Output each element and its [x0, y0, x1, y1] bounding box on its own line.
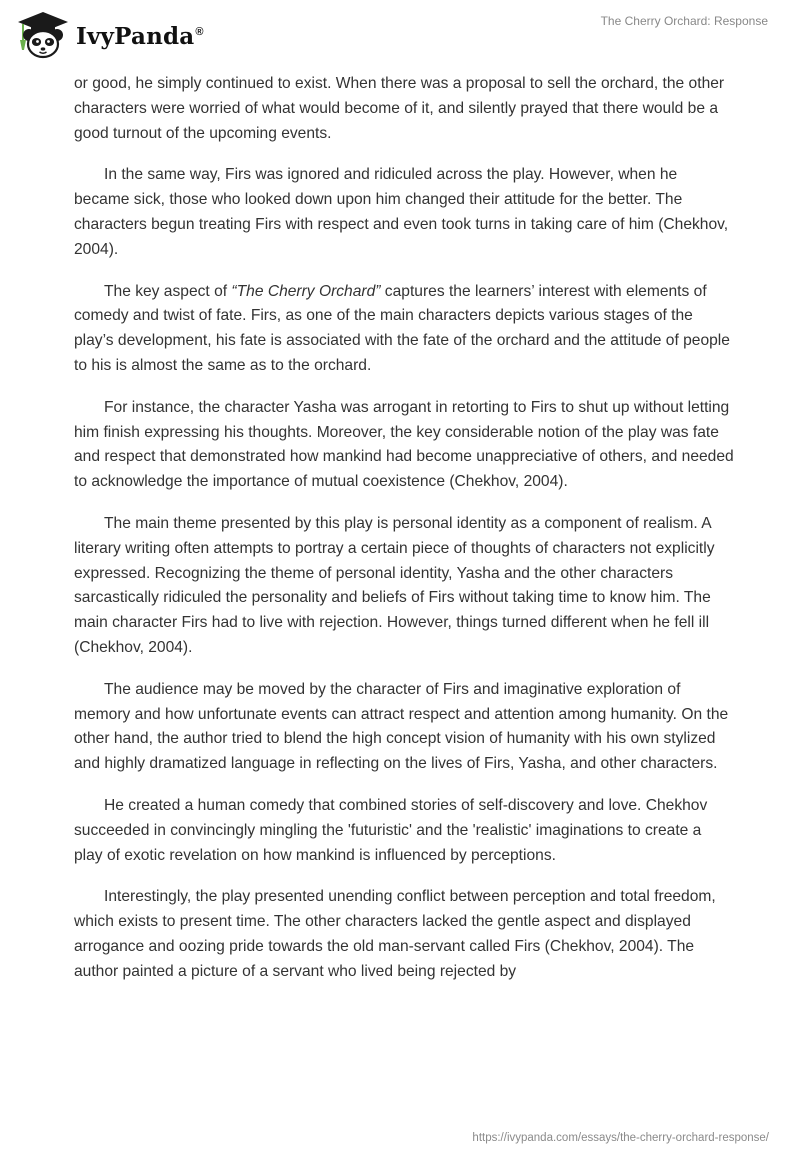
paragraph: The audience may be moved by the character of Firs and imaginative exploration of memory and how unfortunate events can attract respect and attention among humanity. On the other hand, the author tried to blend the high concept vision of humanity with his own stylized and highly dramatized language in reflecting on the lives of Firs, Yasha, and other characters. — [74, 680, 729, 773]
paragraph: Interestingly, the play presented unending conflict between perception and total freedom, which exists to present time. The other characters lacked the gentle aspect and displayed arrogance and oozing pride towards the old man-servant called Firs (Chekhov, 2004). The author painted a picture of a servant who lived being rejected by — [74, 888, 716, 980]
paragraph: He created a human comedy that combined stories of self-discovery and love. Chekhov succeeded in convincingly mingling the 'futuristic' and the 'realistic' imaginations to create a play of exotic revelation on how mankind is influenced by perceptions. — [74, 796, 708, 864]
source-url[interactable]: https://ivypanda.com/essays/the-cherry-orchard-response/ — [472, 1132, 769, 1144]
paragraph: The key aspect of “The Cherry Orchard” captures the learners’ interest with elements of comedy and twist of fate. Firs, as one of the main characters depicts various stages of the play’s development, his fate is associated with the fate of the orchard and the attitude of people to his is almost the same as to the orchard. — [74, 282, 730, 374]
paragraph: or good, he simply continued to exist. When there was a proposal to sell the orchard, the other characters were worried of what would become of it, and silently prayed that there would be a good turnout of the upcoming events. — [74, 75, 725, 142]
document-title: The Cherry Orchard: Response — [600, 14, 768, 28]
play-title: “The Cherry Orchard” — [231, 282, 381, 300]
paragraph: For instance, the character Yasha was arrogant in retorting to Firs to shut up without letting him finish expressing his thoughts. Moreover, the key considerable notion of the play was fate and respect that demonstrated how mankind had become unappreciative of others, and needed to acknowledge the importance of mutual coexistence (Chekhov, 2004). — [74, 398, 734, 491]
paragraph: The main theme presented by this play is personal identity as a component of realism. A literary writing often attempts to portray a certain piece of thoughts of characters not explicitly expressed. Recognizing the theme of personal identity, Yasha and the other characters sarcastically ridiculed the personality and beliefs of Firs without taking time to know him. The main character Firs had to live with rejection. However, things turned different when he fell ill (Chekhov, 2004). — [74, 514, 715, 656]
panda-graduate-icon — [14, 8, 72, 62]
ivypanda-logo[interactable] — [14, 8, 204, 62]
essay-body — [74, 72, 734, 1002]
paragraph: In the same way, Firs was ignored and ridiculed across the play. However, when he became sick, those who looked down upon him changed their attitude for the better. The characters begun treating Firs with respect and even took turns in taking care of him (Chekhov, 2004). — [74, 166, 729, 258]
brand-name: IvyPanda® — [76, 22, 204, 50]
page-header — [0, 0, 800, 70]
